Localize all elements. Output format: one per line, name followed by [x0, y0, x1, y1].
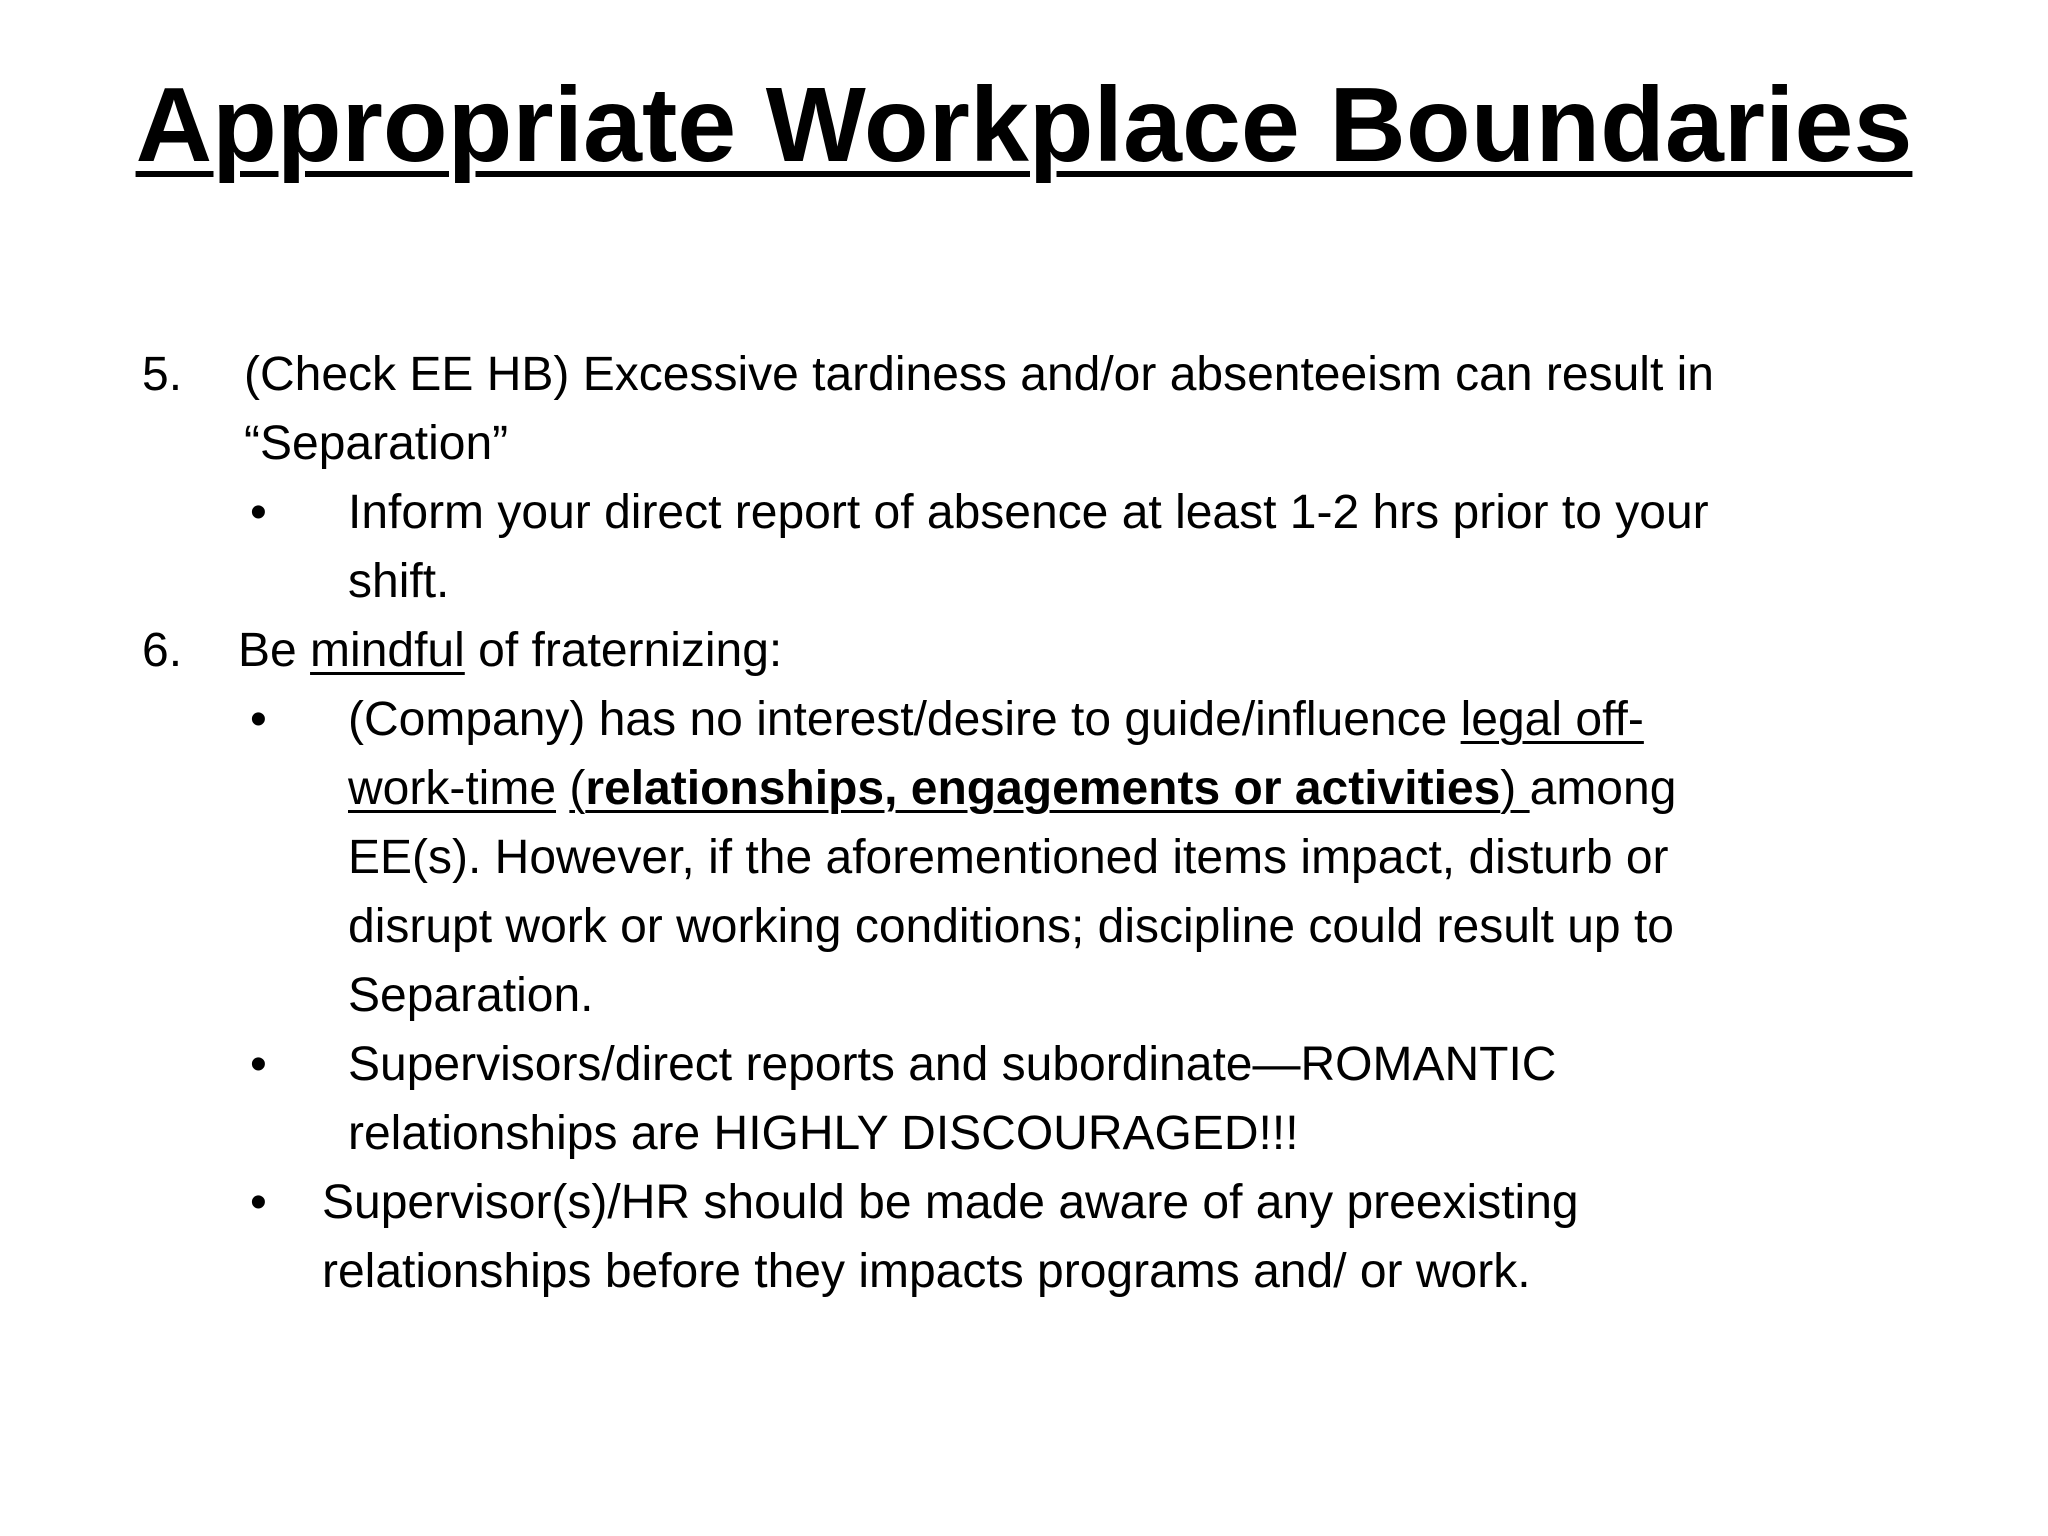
- item6-bullet1-line2: [348, 754, 1676, 823]
- item6-bullet1-line2-tail: among: [1529, 762, 1677, 815]
- item6-bullet1-line1-plain: (Company) has no interest/desire to guide/influence: [348, 693, 1461, 746]
- item6-bullet1-line1: [348, 685, 1644, 754]
- list-number-6: 6.: [142, 624, 183, 677]
- item6-mindful: mindful: [310, 624, 465, 677]
- item6-bullet1-bold-text: relationships, engagements or activities: [585, 762, 1501, 815]
- item6-bullet1-line2-space: [556, 762, 569, 815]
- item6-bullet2-line2: relationships are HIGHLY DISCOURAGED!!!: [348, 1107, 1299, 1160]
- bullet-marker: •: [250, 693, 267, 746]
- bullet-marker: •: [250, 1176, 267, 1229]
- bullet-marker: •: [250, 486, 267, 539]
- item5-text-line1: (Check EE HB) Excessive tardiness and/or absenteeism can result in: [244, 348, 1714, 401]
- item6-bullet2-line1: Supervisors/direct reports and subordinate—ROMANTIC: [348, 1038, 1557, 1091]
- item6-prefix: Be: [238, 624, 311, 677]
- item5-bullet1-line1: Inform your direct report of absence at least 1-2 hrs prior to your: [348, 486, 1709, 539]
- item6-bullet1-line4: disrupt work or working conditions; discipline could result up to: [348, 900, 1674, 953]
- slide-title: Appropriate Workplace Boundaries: [135, 66, 1913, 184]
- item6-bullet1-paren-open: (: [569, 762, 586, 815]
- item6-bullet1-line1-underlined: legal off-: [1460, 693, 1644, 746]
- item6-bullet1-paren-close: ): [1500, 762, 1530, 815]
- item6-heading: [238, 616, 782, 685]
- item6-bullet1-line5: Separation.: [348, 969, 594, 1022]
- item5-bullet1-line2: shift.: [348, 555, 450, 608]
- item6-bullet3-line1: Supervisor(s)/HR should be made aware of any preexisting: [322, 1176, 1579, 1229]
- list-number-5: 5.: [142, 348, 183, 401]
- bullet-marker: •: [250, 1038, 267, 1091]
- item6-bullet3-line2: relationships before they impacts programs and/ or work.: [322, 1245, 1531, 1298]
- item6-bullet1-line3: EE(s). However, if the aforementioned items impact, disturb or: [348, 831, 1669, 884]
- item6-bullet1-line2-underlined: work-time: [348, 762, 557, 815]
- item6-suffix: of fraternizing:: [464, 624, 783, 677]
- item5-text-line2: “Separation”: [244, 417, 509, 470]
